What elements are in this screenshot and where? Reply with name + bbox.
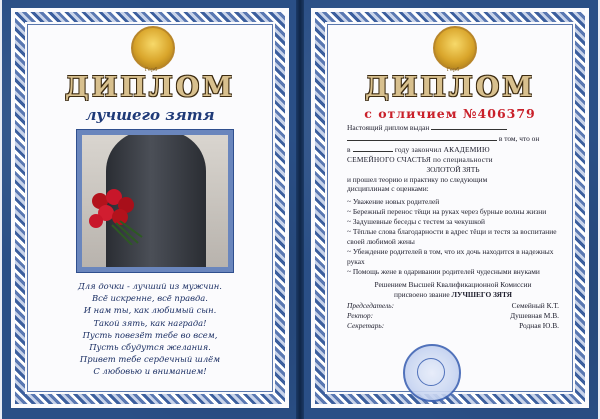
commission-decision: Решением Высшей Квалификационной Комиссии bbox=[374, 279, 532, 289]
coat-of-arms-icon bbox=[433, 26, 477, 70]
poem-line: Для дочки - лучший из мужчин. bbox=[78, 281, 222, 291]
signature-role: Ректор: bbox=[347, 311, 374, 321]
left-page bbox=[11, 8, 289, 408]
row-3 bbox=[347, 144, 559, 155]
title-awarded bbox=[347, 290, 559, 300]
in-label: в bbox=[347, 144, 351, 154]
diploma-number: с отличием №406379 bbox=[364, 106, 536, 121]
awarded-title: ЛУЧШЕГО ЗЯТЯ bbox=[451, 289, 512, 299]
discipline-item: ~ Убеждение родителей в том, что их дочь находится в надежных руках bbox=[347, 246, 554, 266]
poem-line: Привет тебе сердечный шлём bbox=[79, 354, 221, 365]
photo-frame bbox=[77, 130, 233, 272]
spine bbox=[296, 0, 304, 419]
discipline-item: ~ Бережный перенос тёщи на руках через бурные волны жизни bbox=[347, 207, 547, 217]
awarded-label: присвоено звание bbox=[394, 289, 450, 299]
poem-line: Такой зять, как награда! bbox=[93, 317, 207, 328]
year-blank bbox=[353, 144, 393, 152]
signature-row bbox=[347, 301, 559, 311]
academy-label: АКАДЕМИЮ bbox=[443, 144, 490, 154]
rose-bouquet-icon bbox=[86, 187, 144, 245]
discipline-item: ~ Тёплые слова благодарности в адрес тёщи и тестя за воспитание своей любимой жены bbox=[347, 227, 557, 246]
signature-name: Семейный К.Т. bbox=[511, 301, 559, 311]
issued-to-row bbox=[347, 122, 559, 133]
year-completed-label: году закончил bbox=[394, 144, 442, 154]
diploma-title: ДИПЛОМ bbox=[64, 72, 236, 103]
signature-row bbox=[347, 321, 559, 331]
signature-name: Душевная М.В. bbox=[510, 311, 559, 321]
signature-name: Родная Ю.В. bbox=[519, 321, 559, 331]
specialty: ЗОЛОТОЙ ЗЯТЬ bbox=[426, 164, 480, 174]
discipline-item: ~ Помощь жене в одаривании родителей чудесными внуками bbox=[347, 266, 540, 276]
seal-center bbox=[417, 358, 445, 386]
poem-line: И нам ты, как любимый сын. bbox=[83, 305, 217, 316]
signature-row bbox=[347, 311, 559, 321]
disciplines-list bbox=[347, 197, 559, 276]
emblem-caption: Герб bbox=[144, 67, 158, 73]
emblem-caption: Герб bbox=[446, 67, 460, 73]
coat-of-arms-icon bbox=[131, 26, 175, 70]
discipline-item: ~ Уважение новых родителей bbox=[347, 197, 440, 207]
row-2 bbox=[347, 133, 559, 144]
stamp-seal-icon bbox=[403, 344, 461, 402]
in-that-he-label: в том, что он bbox=[498, 133, 540, 143]
poem bbox=[41, 280, 259, 378]
poem-line: С любовью и вниманием! bbox=[93, 366, 207, 377]
signatures bbox=[347, 301, 559, 331]
poem-line: Пусть повезёт тебе во всем, bbox=[82, 329, 218, 340]
issued-to-label: Настоящий диплом выдан bbox=[347, 123, 430, 132]
academy-name: СЕМЕЙНОГО СЧАСТЬЯ по специальности bbox=[347, 154, 493, 164]
signature-role: Секретарь: bbox=[347, 321, 385, 331]
diploma-body bbox=[347, 122, 559, 331]
poem-line: Всё искренне, всё правда. bbox=[92, 293, 208, 304]
discipline-item: ~ Задушевные беседы с тестем за чекушкой bbox=[347, 217, 485, 227]
disciplines-intro: дисциплинам с оценками: bbox=[347, 184, 429, 194]
name-blank bbox=[431, 122, 507, 130]
diploma-title: ДИПЛОМ bbox=[364, 72, 536, 103]
diploma-subtitle: лучшего зятя bbox=[85, 106, 215, 124]
right-page bbox=[311, 8, 589, 408]
signature-role: Председатель: bbox=[347, 301, 395, 311]
theory-practice-line: и прошел теорию и практику по следующим bbox=[347, 174, 488, 184]
poem-line: Пусть сбудутся желания. bbox=[89, 342, 211, 353]
name-blank-2 bbox=[347, 133, 497, 141]
